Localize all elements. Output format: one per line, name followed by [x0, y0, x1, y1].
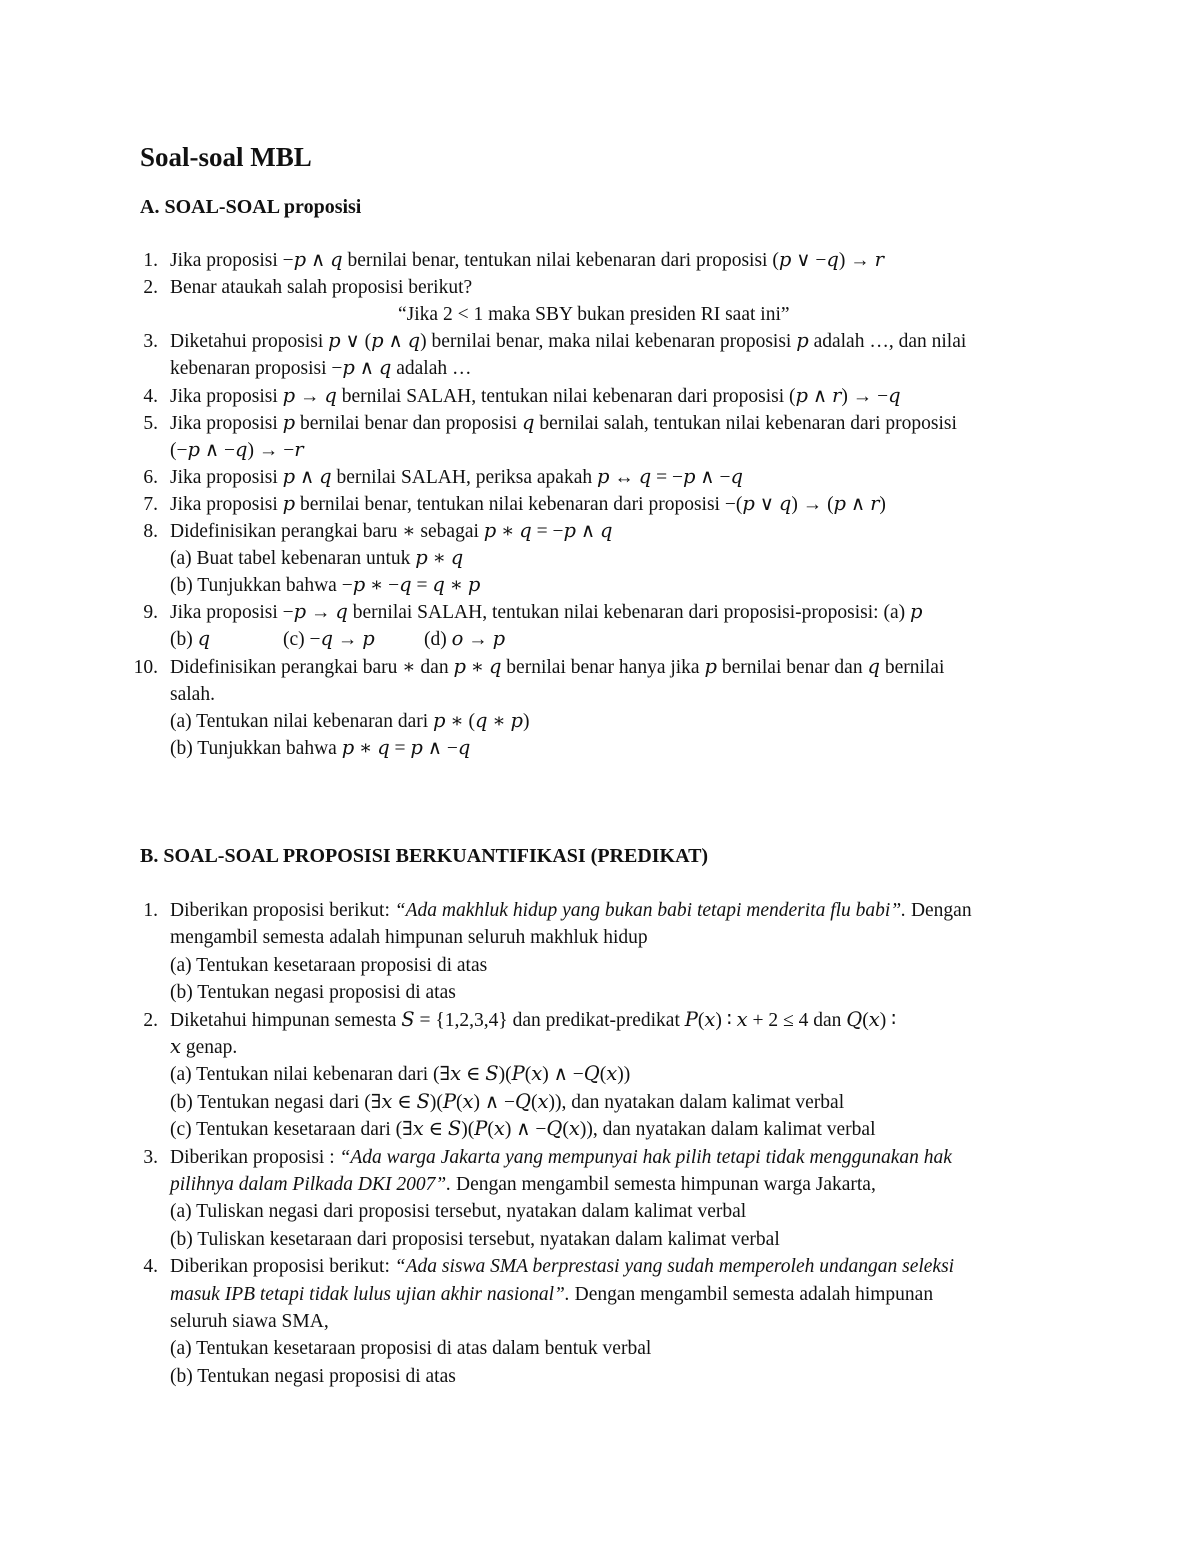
quoted-proposition: masuk IPB tetapi tidak lulus ujian akhir nasional”. [170, 1283, 570, 1305]
question-text: Benar ataukah salah proposisi berikut? [170, 277, 473, 299]
question-text: mengambil semesta adalah himpunan seluruh makhluk hidup [170, 927, 648, 949]
question-text: kebenaran proposisi −𝑝 ∧ 𝑞 adalah … [170, 358, 472, 380]
question-text: Diketahui proposisi 𝑝 ∨ (𝑝 ∧ 𝑞) bernilai benar, maka nilai kebenaran proposisi 𝑝 adalah …, dan nilai [170, 331, 967, 353]
question-line [0, 1144, 1200, 1171]
question-number: 8. [143, 521, 158, 542]
question-line [0, 1281, 1200, 1308]
quoted-statement: “Jika 2 < 1 maka SBY bukan presiden RI saat ini” [398, 304, 790, 326]
question-text: (c) Tentukan kesetaraan dari (∃𝑥 ∈ 𝑆)(𝑃(𝑥) ∧ −𝑄(𝑥)), dan nyatakan dalam kalimat verbal [170, 1119, 876, 1141]
question-line [0, 952, 1200, 979]
question-number: 1. [143, 250, 158, 271]
question-line [0, 1089, 1200, 1116]
quoted-proposition: “Ada makhluk hidup yang bukan babi tetapi menderita flu babi”. [394, 900, 907, 921]
question-number: 4. [143, 385, 158, 407]
question-number: 3. [143, 1146, 158, 1168]
question-line [0, 383, 1200, 410]
question-text [170, 1171, 876, 1198]
text-run: Dengan mengambil semesta adalah himpunan [569, 1283, 934, 1305]
question-text: (b) Tunjukkan bahwa −𝑝 ∗ −𝑞 = 𝑞 ∗ 𝑝 [170, 575, 481, 597]
question-line [0, 410, 1200, 437]
text-run: Diberikan proposisi berikut: [170, 1256, 395, 1278]
question-line [0, 979, 1200, 1006]
question-line [0, 437, 1200, 464]
question-text: (a) Tentukan nilai kebenaran dari (∃𝑥 ∈ 𝑆)(𝑃(𝑥) ∧ −𝑄(𝑥)) [170, 1064, 631, 1086]
question-number: 9. [143, 602, 158, 624]
quoted-proposition: “Ada siswa SMA berprestasi yang sudah memperoleh undangan seleksi [394, 1256, 955, 1278]
question-line [0, 1061, 1200, 1088]
text-run: Diberikan proposisi : [170, 1146, 340, 1168]
section-b-heading: B. SOAL-SOAL PROPOSISI BERKUANTIFIKASI (PREDIKAT) [140, 845, 709, 867]
question-number: 3. [143, 331, 158, 353]
question-line [0, 572, 1200, 599]
question-text: Jika proposisi −𝑝 ∧ 𝑞 bernilai benar, tentukan nilai kebenaran dari proposisi (𝑝 ∨ −𝑞) → 𝑟 [170, 250, 884, 271]
question-number: 2. [143, 277, 158, 299]
question-text: (b) Tentukan negasi proposisi di atas [170, 982, 456, 1004]
question-number: 2. [143, 1009, 158, 1031]
question-line [0, 1034, 1200, 1061]
sub-option: (c) −𝑞 → 𝑝 [283, 629, 375, 651]
question-line [0, 301, 1200, 328]
section-a-heading: A. SOAL-SOAL proposisi [140, 196, 362, 218]
question-line [0, 654, 1200, 681]
text-run: Diberikan proposisi berikut: [170, 900, 395, 921]
question-text: Jika proposisi 𝑝 ∧ 𝑞 bernilai SALAH, periksa apakah 𝑝 ↔ 𝑞 = −𝑝 ∧ −𝑞 [170, 466, 743, 488]
question-number: 7. [143, 493, 158, 515]
question-text: (b) Tuliskan kesetaraan dari proposisi tersebut, nyatakan dalam kalimat verbal [170, 1228, 780, 1250]
question-text: (a) Buat tabel kebenaran untuk 𝑝 ∗ 𝑞 [170, 548, 464, 570]
question-line [0, 1226, 1200, 1253]
question-line [0, 1007, 1200, 1034]
text-run: Dengan mengambil semesta himpunan warga Jakarta, [451, 1174, 876, 1195]
question-line [0, 708, 1200, 735]
question-line [0, 599, 1200, 626]
question-line [0, 626, 1200, 653]
question-text: Jika proposisi 𝑝 bernilai benar dan proposisi 𝑞 bernilai salah, tentukan nilai kebenaran dari proposisi [170, 412, 957, 434]
question-number: 1. [143, 900, 158, 921]
question-text [170, 1253, 954, 1280]
question-line [0, 1335, 1200, 1362]
question-line [0, 328, 1200, 355]
page-title: Soal-soal MBL [140, 142, 312, 172]
question-number: 10. [133, 656, 158, 678]
question-number: 4. [143, 1256, 158, 1278]
question-text [170, 1281, 933, 1308]
question-line [0, 464, 1200, 491]
text-run: Dengan [906, 900, 972, 921]
question-line [0, 247, 1200, 274]
question-text: (a) Tentukan nilai kebenaran dari 𝑝 ∗ (𝑞 ∗ 𝑝) [170, 710, 530, 732]
question-text: Didefinisikan perangkai baru ∗ sebagai 𝑝 ∗ 𝑞 = −𝑝 ∧ 𝑞 [170, 521, 613, 542]
question-text [170, 897, 972, 924]
question-line [0, 1198, 1200, 1225]
question-line [0, 681, 1200, 708]
question-text: (a) Tuliskan negasi dari proposisi tersebut, nyatakan dalam kalimat verbal [170, 1201, 747, 1223]
question-text: Diketahui himpunan semesta 𝑆 = {1,2,3,4} dan predikat-predikat 𝑃(𝑥) ∶ 𝑥 + 2 ≤ 4 dan 𝑄(𝑥) ∶ [170, 1009, 897, 1031]
question-text: Jika proposisi 𝑝 → 𝑞 bernilai SALAH, tentukan nilai kebenaran dari proposisi (𝑝 ∧ 𝑟) → −𝑞 [170, 385, 901, 407]
question-text: (a) Tentukan kesetaraan proposisi di atas dalam bentuk verbal [170, 1338, 652, 1360]
question-text: Jika proposisi 𝑝 bernilai benar, tentukan nilai kebenaran dari proposisi −(𝑝 ∨ 𝑞) → (𝑝 ∧ 𝑟) [170, 493, 886, 515]
question-line [0, 924, 1200, 951]
question-line [0, 1116, 1200, 1143]
question-text: salah. [170, 683, 215, 705]
quoted-proposition: pilihnya dalam Pilkada DKI 2007”. [170, 1174, 452, 1195]
question-line [0, 355, 1200, 382]
question-text: (−𝑝 ∧ −𝑞) → −𝑟 [170, 439, 304, 461]
question-text: seluruh siawa SMA, [170, 1311, 329, 1332]
question-text: Didefinisikan perangkai baru ∗ dan 𝑝 ∗ 𝑞 bernilai benar hanya jika 𝑝 bernilai benar dan 𝑞 bernilai [170, 656, 945, 678]
question-line [0, 1308, 1200, 1335]
question-number: 6. [143, 466, 158, 488]
question-line [0, 274, 1200, 301]
question-line [0, 1253, 1200, 1280]
sub-option: (d) 𝑜 → 𝑝 [424, 629, 506, 651]
question-text: (b) Tunjukkan bahwa 𝑝 ∗ 𝑞 = 𝑝 ∧ −𝑞 [170, 737, 471, 759]
question-text: Jika proposisi −𝑝 → 𝑞 bernilai SALAH, tentukan nilai kebenaran dari proposisi-proposisi: (a) 𝑝 [170, 602, 923, 624]
question-text: (a) Tentukan kesetaraan proposisi di atas [170, 954, 488, 976]
question-number: 5. [143, 412, 158, 434]
question-text [170, 1144, 952, 1171]
quoted-proposition: “Ada warga Jakarta yang mempunyai hak pilih tetapi tidak menggunakan hak [339, 1146, 952, 1168]
question-text: (b) Tentukan negasi proposisi di atas [170, 1365, 456, 1387]
sub-option: (b) 𝑞 [170, 629, 211, 651]
question-line [0, 491, 1200, 518]
question-line [0, 735, 1200, 762]
question-text: (b) Tentukan negasi dari (∃𝑥 ∈ 𝑆)(𝑃(𝑥) ∧ −𝑄(𝑥)), dan nyatakan dalam kalimat verbal [170, 1091, 845, 1113]
question-line [0, 545, 1200, 572]
question-line [0, 1363, 1200, 1390]
question-line [0, 1171, 1200, 1198]
question-line [0, 518, 1200, 545]
question-text: 𝑥 genap. [170, 1037, 238, 1058]
question-line [0, 897, 1200, 924]
